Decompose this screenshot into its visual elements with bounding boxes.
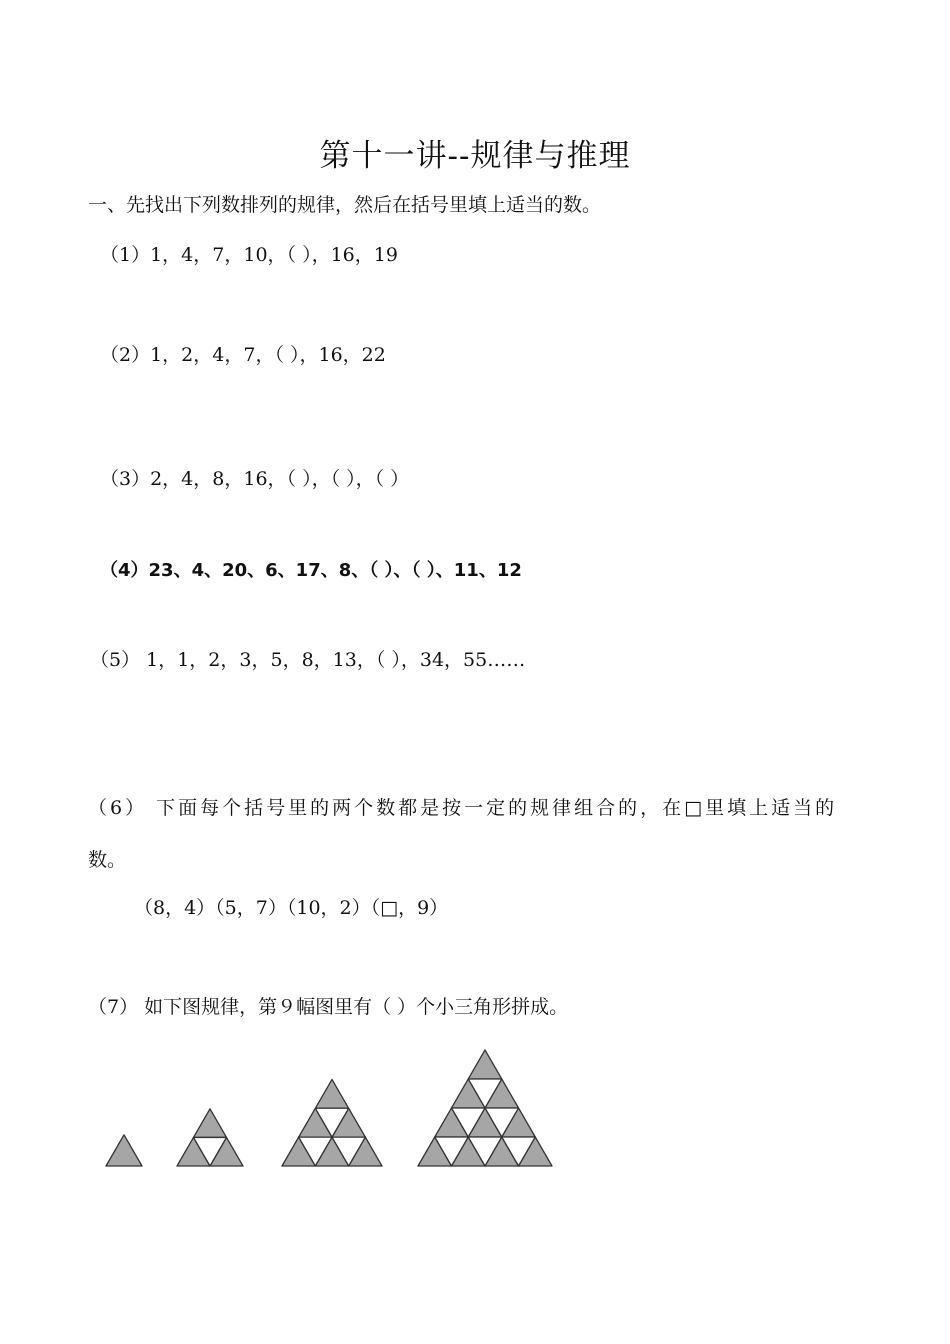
shaded-triangle (315, 1079, 348, 1108)
question-6-pairs: （8，4）（5，7）（10，2）（□，9） (134, 897, 449, 919)
section-heading: 一、先找出下列数排列的规律，然后在括号里填上适当的数。 (88, 194, 602, 216)
shaded-triangle (468, 1050, 502, 1079)
question-7: （7） 如下图规律，第９幅图里有（ ）个小三角形拼成。 (88, 996, 569, 1018)
question-2: （2）1，2，4，7，（ ），16，22 (100, 344, 386, 366)
question-6-line-1: （6） 下面每个括号里的两个数都是按一定的规律组合的，在□里填上适当的 (88, 797, 838, 819)
question-6-line-2: 数。 (88, 849, 127, 871)
question-5: （5） 1，1，2，3，5，8，13，（ ），34，55…… (90, 649, 526, 671)
shaded-triangle (194, 1109, 227, 1138)
page-title: 第十一讲--规律与推理 (319, 138, 631, 174)
shaded-triangle (106, 1135, 142, 1166)
question-4: （4）23、4、20、6、17、8、（ ）、（ ）、11、12 (100, 560, 522, 581)
question-1: （1）1，4，7，10，（ ），16，19 (100, 244, 398, 266)
question-3: （3）2，4，8，16，（ ），（ ），（ ） (100, 468, 410, 490)
